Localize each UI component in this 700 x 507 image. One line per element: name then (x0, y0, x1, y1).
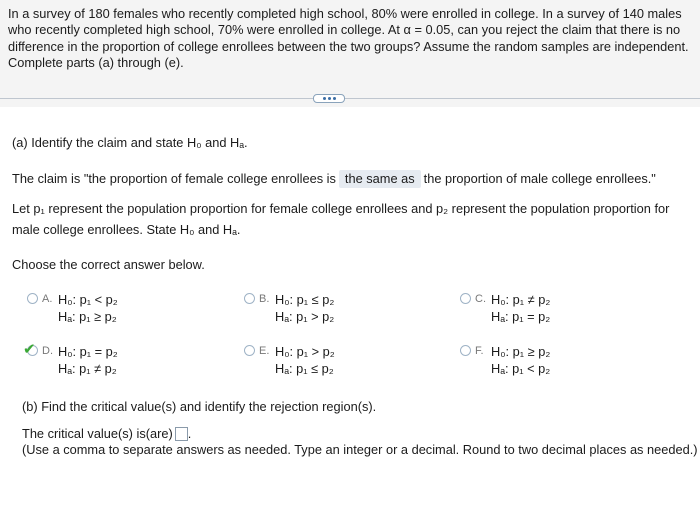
claim-text-before: The claim is "the proportion of female college enrollees is (12, 171, 336, 186)
option-b-letter: B. (259, 293, 270, 305)
radio-b[interactable] (244, 293, 255, 304)
answer-instructions: (Use a comma to separate answers as needed. Type an integer or a decimal. Round to two decimal places as needed.) (22, 442, 698, 457)
claim-answer-blank[interactable]: the same as (339, 170, 421, 188)
checkmark-icon: ✔ (23, 341, 36, 358)
claim-text-after: the proportion of male college enrollees." (423, 171, 656, 186)
choose-instruction: Choose the correct answer below. (12, 257, 205, 272)
expand-button[interactable] (313, 94, 345, 103)
option-d[interactable] (23, 341, 187, 379)
option-e-letter: E. (259, 345, 270, 357)
option-e[interactable] (244, 343, 404, 379)
option-b-h0: H₀: p₁ ≤ p₂ (275, 292, 335, 307)
option-d-letter: D. (42, 345, 53, 357)
option-a-letter: A. (42, 293, 53, 305)
claim-statement (12, 170, 656, 188)
dot-icon (323, 97, 326, 100)
dot-icon (333, 97, 336, 100)
let-statement-line-1: Let p₁ represent the population proportion for female college enrollees and p₂ represent the population proportion for (12, 201, 670, 216)
option-b-ha: Hₐ: p₁ > p₂ (275, 309, 335, 324)
option-f-letter: F. (475, 345, 484, 357)
option-c-ha: Hₐ: p₁ = p₂ (491, 309, 551, 324)
option-e-h0: H₀: p₁ > p₂ (275, 344, 335, 359)
critical-value-suffix: . (187, 426, 192, 441)
critical-value-label: The critical value(s) is(are) (22, 426, 173, 441)
option-e-ha: Hₐ: p₁ ≤ p₂ (275, 361, 334, 376)
option-a[interactable] (27, 291, 187, 327)
option-a-h0: H₀: p₁ < p₂ (58, 292, 118, 307)
section-divider (0, 98, 700, 99)
option-a-ha: Hₐ: p₁ ≥ p₂ (58, 309, 117, 324)
part-b-heading: (b) Find the critical value(s) and identify the rejection region(s). (22, 399, 377, 414)
dot-icon (328, 97, 331, 100)
critical-value-input[interactable] (175, 427, 188, 441)
part-a-heading: (a) Identify the claim and state H₀ and Hₐ. (12, 135, 248, 150)
option-f-ha: Hₐ: p₁ < p₂ (491, 361, 551, 376)
radio-a[interactable] (27, 293, 38, 304)
option-c[interactable] (460, 291, 620, 327)
question-panel (0, 107, 700, 507)
option-f-h0: H₀: p₁ ≥ p₂ (491, 344, 551, 359)
option-f[interactable] (460, 343, 620, 379)
option-c-letter: C. (475, 293, 486, 305)
let-statement-line-2: male college enrollees. State H₀ and Hₐ. (12, 222, 241, 237)
radio-e[interactable] (244, 345, 255, 356)
option-d-h0: H₀: p₁ = p₂ (58, 344, 118, 359)
problem-statement: In a survey of 180 females who recently completed high school, 80% were enrolled in college. In a survey of 140 males who recently completed high school, 70% were enrolled in college. At α = 0.05, can you reject the claim that there is no difference in the proportion of college enrollees between the two groups? Assume the random samples are independent. Complete parts (a) through (e). (8, 6, 689, 70)
option-d-ha: Hₐ: p₁ ≠ p₂ (58, 361, 117, 376)
radio-f[interactable] (460, 345, 471, 356)
radio-c[interactable] (460, 293, 471, 304)
option-b[interactable] (244, 291, 404, 327)
critical-value-row (22, 426, 191, 442)
option-c-h0: H₀: p₁ ≠ p₂ (491, 292, 551, 307)
